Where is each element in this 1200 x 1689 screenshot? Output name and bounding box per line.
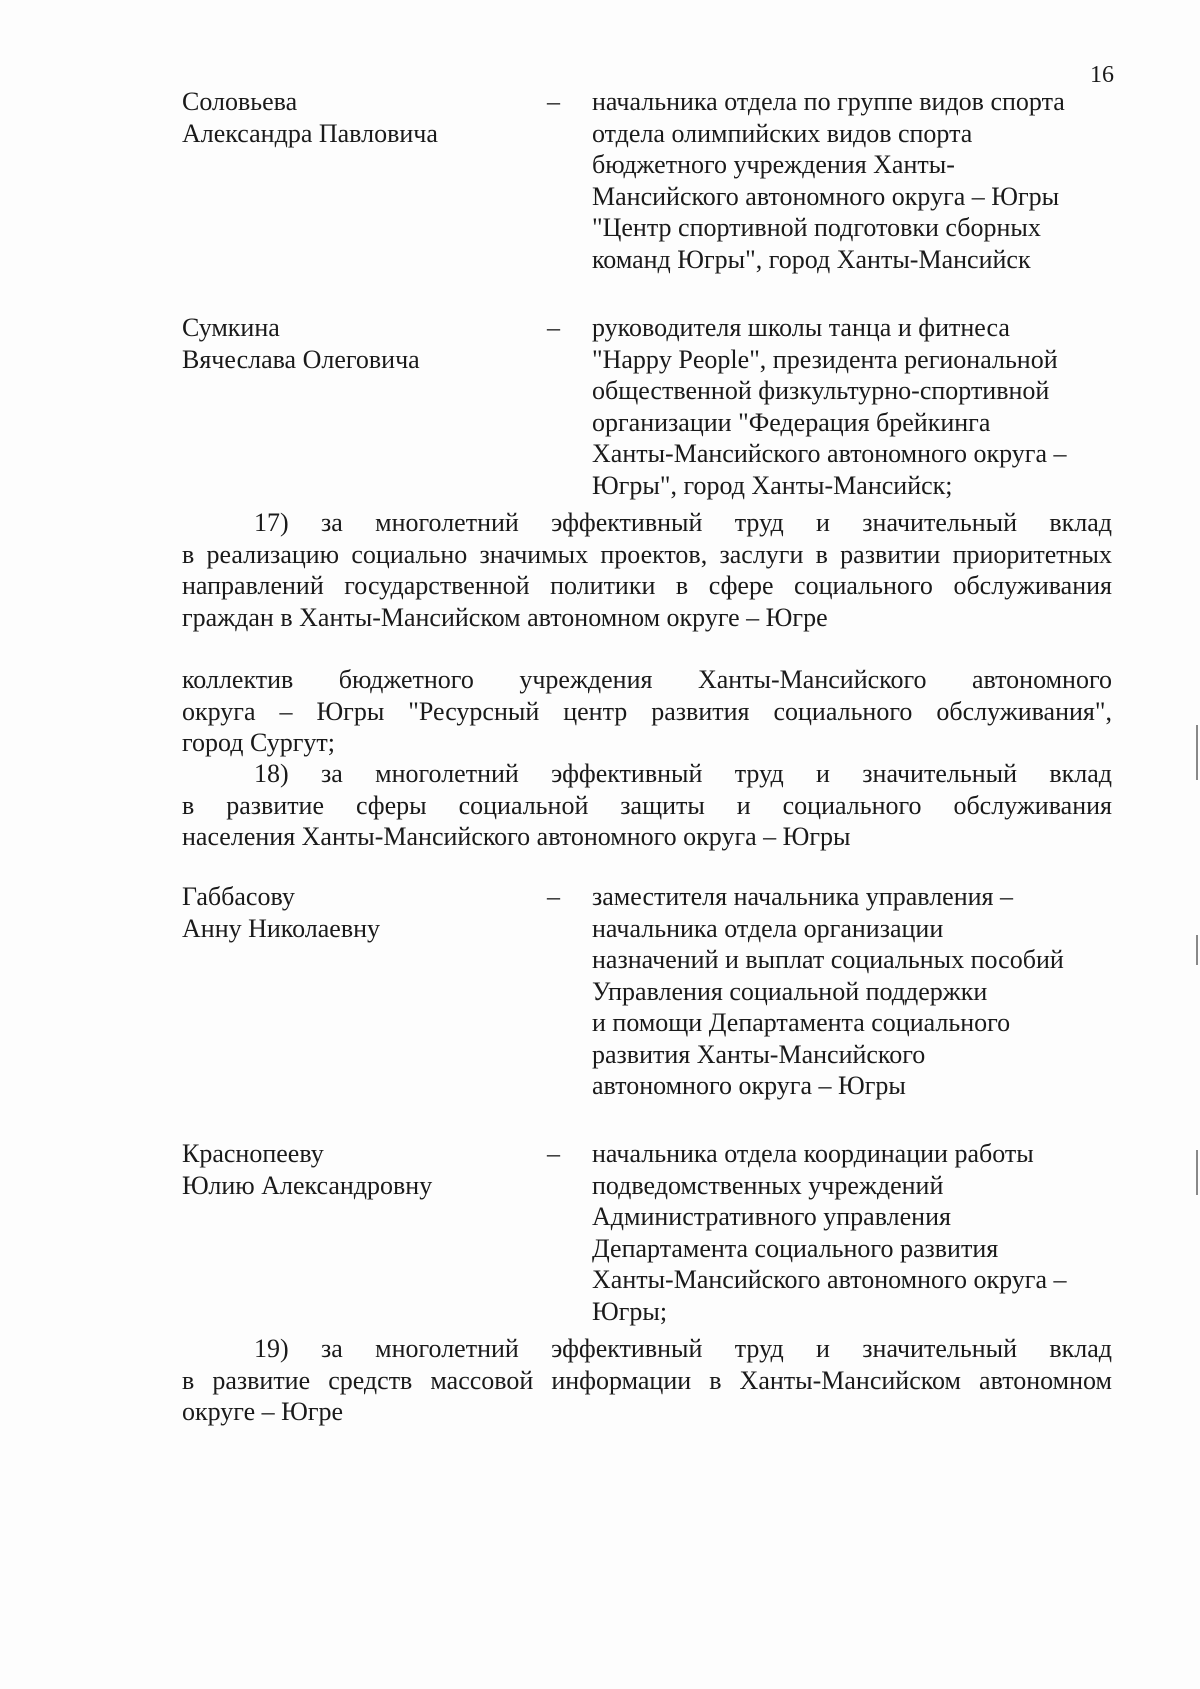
paragraph-17 [182,507,1112,633]
desc-line: Ханты-Мансийского автономного округа – [592,1265,1067,1294]
paragraph-line: в реализацию социально значимых проектов, заслуги в развитии приоритетных [182,539,1112,569]
scan-artifact [1196,935,1198,965]
dash-separator: – [547,313,560,342]
paragraph-line: 18) за многолетний эффективный труд и значительный вклад [254,759,1112,788]
desc-line: Мансийского автономного округа – Югры [592,181,1060,211]
dash-separator: – [547,1139,560,1168]
desc-line: подведомственных учреждений [592,1170,944,1200]
desc-line: Югры", город Ханты-Мансийск; [592,470,953,500]
position-description [592,86,1112,275]
paragraph-line: населения Ханты-Мансийского автономного округа – Югры [182,822,851,851]
scan-artifact [1196,725,1198,780]
desc-line: Ханты-Мансийского автономного округа – [592,439,1067,468]
name-line: Краснопееву [182,1139,324,1168]
desc-line: автономного округа – Югры [592,1071,906,1100]
paragraph-line: округа – Югры "Ресурсный центр развития социального обслуживания", [182,696,1112,726]
person-name [182,881,512,944]
name-line: Александра Павловича [182,118,438,148]
paragraph-line: коллектив бюджетного учреждения Ханты-Мансийского автономного [182,665,1112,694]
name-line: Соловьева [182,87,298,116]
desc-line: Управления социальной поддержки [592,976,988,1006]
paragraph-line: граждан в Ханты-Мансийском автономном округе – Югре [182,602,828,632]
paragraph-line: направлений государственной политики в сфере социального обслуживания [182,571,1112,600]
desc-line: и помощи Департамента социального [592,1008,1011,1037]
position-description [592,881,1112,1102]
desc-line: организации "Федерация брейкинга [592,407,991,437]
desc-line: начальника отдела по группе видов спорта [592,87,1065,116]
dash-separator: – [547,87,560,116]
collective-paragraph [182,664,1112,759]
paragraph-line: в развитие средств массовой информации в Ханты-Мансийском автономном [182,1365,1112,1395]
paragraph-line: 19) за многолетний эффективный труд и значительный вклад [254,1334,1112,1363]
paragraph-19 [182,1333,1112,1428]
desc-line: начальника отдела координации работы [592,1139,1034,1168]
desc-line: развития Ханты-Мансийского [592,1039,926,1069]
desc-line: бюджетного учреждения Ханты- [592,150,955,179]
paragraph-line: в развитие сферы социальной защиты и социального обслуживания [182,790,1112,820]
desc-line: общественной физкультурно-спортивной [592,376,1050,405]
desc-line: руководителя школы танца и фитнеса [592,313,1010,342]
paragraph-line: город Сургут; [182,728,335,757]
desc-line: Департамента социального развития [592,1233,999,1263]
desc-line: отдела олимпийских видов спорта [592,118,973,148]
position-description [592,1138,1112,1327]
paragraph-18 [182,758,1112,853]
desc-line: команд Югры", город Ханты-Мансийск [592,244,1031,274]
dash-separator: – [547,882,560,911]
name-line: Анну Николаевну [182,913,381,943]
desc-line: "Happy People", президента региональной [592,344,1058,374]
scan-artifact [1196,1150,1198,1195]
name-line: Вячеслава Олеговича [182,344,420,374]
desc-line: заместителя начальника управления – [592,882,1013,911]
name-line: Сумкина [182,313,280,342]
person-name [182,1138,512,1201]
person-name [182,86,512,149]
position-description [592,312,1112,501]
desc-line: начальника отдела организации [592,913,944,943]
person-name [182,312,512,375]
desc-line: "Центр спортивной подготовки сборных [592,213,1041,242]
page-number: 16 [1090,62,1114,88]
paragraph-line: округе – Югре [182,1397,344,1426]
desc-line: Югры; [592,1296,668,1326]
name-line: Юлию Александровну [182,1170,433,1200]
paragraph-line: 17) за многолетний эффективный труд и значительный вклад [254,508,1112,537]
desc-line: назначений и выплат социальных пособий [592,945,1064,974]
name-line: Габбасову [182,882,295,911]
desc-line: Административного управления [592,1202,951,1231]
